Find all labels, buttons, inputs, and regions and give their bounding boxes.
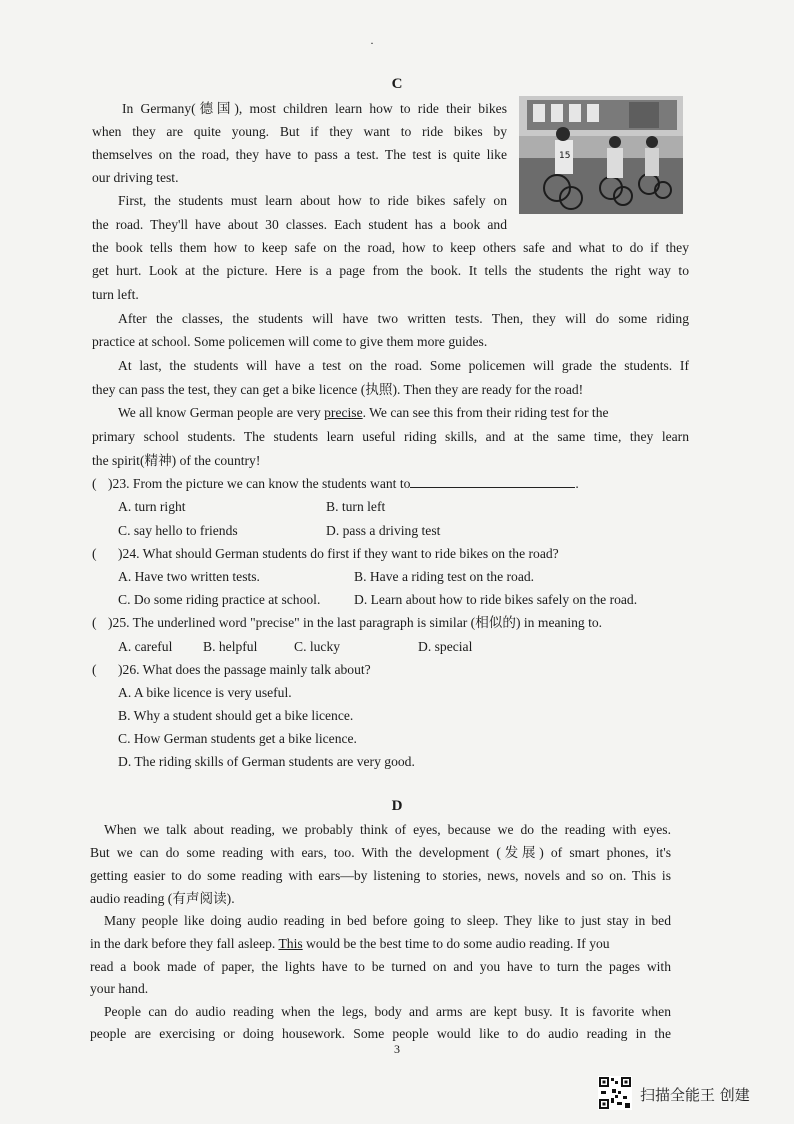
section-d-title: D — [391, 798, 403, 814]
underlined-word-this: This — [278, 936, 303, 951]
q25-bracket: ( — [92, 615, 97, 630]
page-number: 3 — [394, 1042, 400, 1056]
passage-c-line: At last, the students will have a test on the road. Some policemen will grade the students. If — [118, 358, 689, 373]
passage-c-line: themselves on the road, they have to pass a test. The test is quite like — [92, 147, 507, 162]
passage-d-line-this — [90, 935, 610, 952]
cyclists-photo — [519, 96, 683, 214]
q23-option-b: B. turn left — [326, 499, 386, 514]
q24-stem: )24. What should German students do first if they want to ride bikes on the road? — [118, 546, 559, 561]
q26-stem: )26. What does the passage mainly talk about? — [118, 662, 371, 677]
q25-option-b: B. helpful — [203, 639, 258, 654]
passage-c-line: primary school students. The students learn useful riding skills, and at the same time, they learn — [92, 429, 689, 444]
q24-bracket: ( — [92, 546, 97, 561]
q23-option-c: C. say hello to friends — [118, 523, 238, 538]
passage-d-line: getting easier to do some reading with ears—by listening to stories, news, novels and so on. This is — [90, 868, 671, 883]
passage-c-line: get hurt. Look at the picture. Here is a page from the book. It tells the students the right way to — [92, 263, 689, 278]
q24-option-a: A. Have two written tests. — [118, 569, 260, 584]
passage-c-line: turn left. — [92, 287, 139, 302]
bib-number: 15 — [559, 151, 571, 161]
answer-blank[interactable] — [410, 475, 575, 488]
passage-d-line: your hand. — [90, 981, 149, 996]
passage-c-line: they can pass the test, they can get a bike licence (执照). Then they are ready for the road! — [92, 382, 584, 397]
speck: · — [370, 36, 374, 50]
passage-c-line-precise — [118, 404, 609, 421]
passage-d-line: When we talk about reading, we probably think of eyes, because we do the reading with eyes. — [104, 822, 671, 837]
underlined-word-precise: precise — [324, 405, 363, 420]
passage-d-line: But we can do some reading with ears, too. With the development (发展) of smart phones, it's — [90, 845, 671, 860]
q26-option-c: C. How German students get a bike licence. — [118, 731, 357, 746]
q26-option-b: B. Why a student should get a bike licence. — [118, 708, 354, 723]
passage-c-line: when they are quite young. But if they want to ride bikes by — [92, 124, 507, 139]
q25-option-c: C. lucky — [294, 639, 341, 654]
passage-d-line: read a book made of paper, the lights have to be turned on and you have to turn the pages with — [90, 959, 671, 974]
passage-c-line: First, the students must learn about how to ride bikes safely on — [118, 193, 507, 208]
q25-stem: )25. The underlined word "precise" in the last paragraph is similar (相似的) in meaning to. — [108, 615, 603, 630]
passage-d-line: Many people like doing audio reading in bed before going to sleep. They like to just stay in bed — [104, 913, 671, 928]
q23-bracket: ( — [92, 476, 97, 491]
passage-d-line: audio reading (有声阅读). — [90, 891, 235, 906]
text-segment: would be the best time to do some audio reading. If you — [302, 936, 610, 951]
passage-c-line: the road. They'll have about 30 classes. Each student has a book and — [92, 217, 507, 232]
q26-option-a: A. A bike licence is very useful. — [118, 685, 292, 700]
q23-option-d: D. pass a driving test — [326, 523, 441, 538]
qr-code-icon — [598, 1076, 632, 1110]
passage-c-line: practice at school. Some policemen will come to give them more guides. — [92, 334, 488, 349]
passage-d-line: People can do audio reading when the legs, body and arms are kept busy. It is favorite when — [104, 1004, 671, 1019]
q23-stem-text: )23. From the picture we can know the students want to — [108, 476, 411, 491]
q26-option-d: D. The riding skills of German students are very good. — [118, 754, 415, 769]
passage-c-line: In Germany(德国), most children learn how to ride their bikes — [122, 101, 507, 116]
passage-c-line: After the classes, the students will have two written tests. Then, they will do some riding — [118, 311, 689, 326]
q23-stem-end: . — [575, 476, 579, 491]
text-segment: . We can see this from their riding test for the — [362, 405, 609, 420]
q26-bracket: ( — [92, 662, 97, 677]
q24-option-d: D. Learn about how to ride bikes safely on the road. — [354, 592, 638, 607]
passage-c-line: the book tells them how to keep safe on the road, how to keep others safe and what to do if they — [92, 240, 689, 255]
q25-option-d: D. special — [418, 639, 473, 654]
q24-option-b: B. Have a riding test on the road. — [354, 569, 535, 584]
passage-c-line: the spirit(精神) of the country! — [92, 453, 261, 468]
text-segment: We all know German people are very — [118, 405, 325, 420]
text-segment: in the dark before they fall asleep. — [90, 936, 279, 951]
scanner-watermark: 扫描全能王 创建 — [640, 1086, 750, 1104]
q23-option-a: A. turn right — [118, 499, 186, 514]
q24-option-c: C. Do some riding practice at school. — [118, 592, 321, 607]
q23-stem — [108, 475, 579, 492]
cyclists-photo-icon — [519, 96, 683, 214]
q25-option-a: A. careful — [118, 639, 173, 654]
passage-c-line: our driving test. — [92, 170, 179, 185]
passage-d-line: people are exercising or doing housework. Some people would like to do audio reading in the — [90, 1026, 671, 1041]
section-c-title: C — [391, 76, 403, 92]
